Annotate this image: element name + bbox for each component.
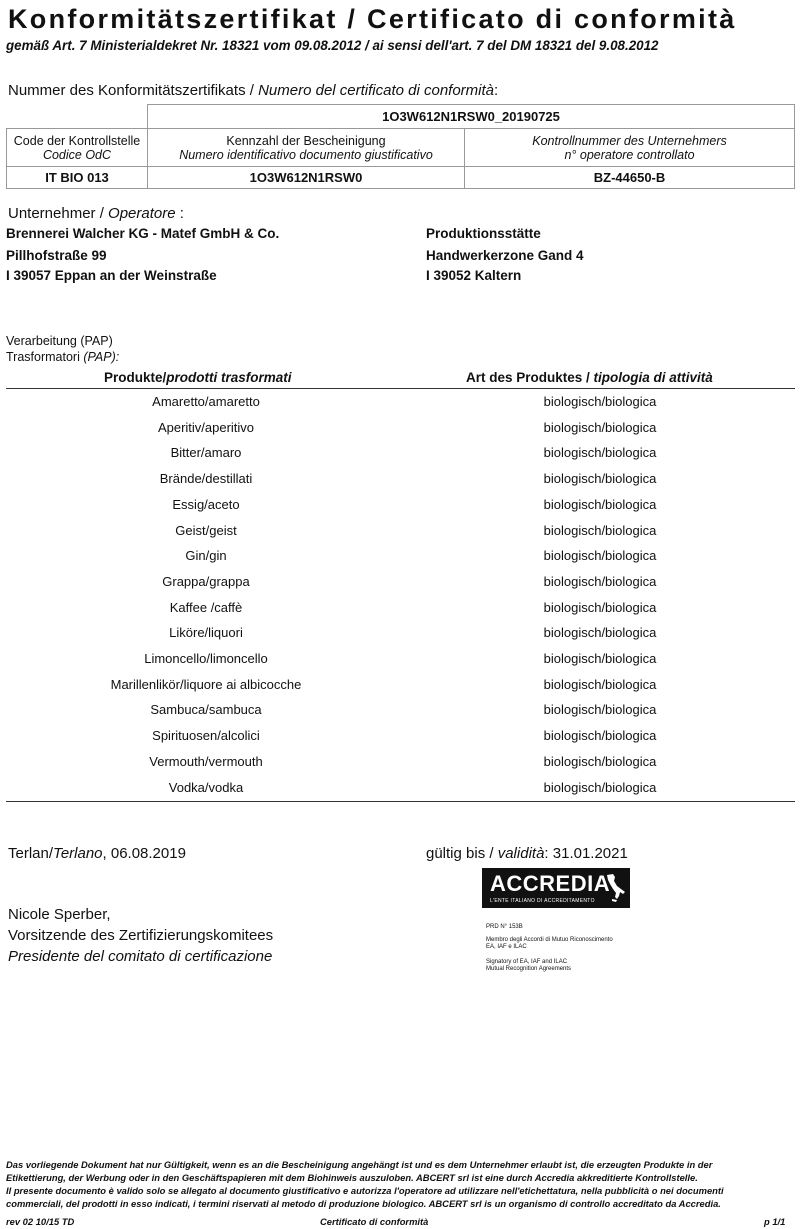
signer-role-de: Vorsitzende des Zertifizierungskomitees [8, 927, 274, 944]
product-name: Grappa/grappa [162, 573, 250, 589]
product-type: biologisch/biologica [543, 573, 657, 589]
product-name: Spirituosen/alcolici [152, 728, 260, 744]
products-header-rule [6, 388, 795, 389]
product-name: Limoncello/limoncello [144, 651, 268, 666]
place-date [8, 845, 186, 862]
accredia-mla-it-1: Membro degli Accordi di Mutuo Riconoscimento [486, 937, 613, 943]
product-type: biologisch/biologica [543, 753, 657, 769]
product-name: Marillenlikör/liquore ai albicocche [110, 676, 302, 692]
col1-label-de: Code der Kontrollstelle [13, 133, 141, 148]
footer-page: p 1/1 [764, 1216, 786, 1227]
product-type: biologisch/biologica [543, 676, 657, 692]
place-it: Terlano [53, 845, 103, 862]
footer-line-3: Il presente documento è valido solo se allegato al documento giustificativo e autorizza l'operatore ad utilizzare nell'etichettatura, nella pubblicità o nei documenti [6, 1185, 724, 1196]
product-type: biologisch/biologica [543, 522, 657, 538]
signer-role-it-text: Presidente del comitato di certificazione [8, 948, 273, 965]
product-name: Essig/aceto [172, 496, 240, 512]
product-name: Amaretto/amaretto [152, 394, 260, 409]
accredia-prd: PRD N° 153B [486, 924, 523, 930]
processing-label-it-pap: (PAP): [83, 350, 120, 364]
product-type: biologisch/biologica [543, 471, 657, 487]
footer-document-name: Certificato di conformità [320, 1216, 429, 1227]
certificate-number-label-colon: : [494, 82, 499, 99]
product-type: biologisch/biologica [543, 651, 657, 666]
signer-role-it [8, 948, 272, 965]
col3-label-it: n° operatore controllato [564, 147, 695, 162]
product-type: biologisch/biologica [543, 419, 657, 435]
certificate-number-label-it: Numero del certificato di conformità [258, 82, 495, 99]
header-cell-document-id [148, 129, 465, 167]
certificate-table [6, 104, 795, 189]
operator-number-value: BZ-44650-B [465, 167, 795, 189]
product-type: biologisch/biologica [543, 779, 657, 795]
col-type-header-de: Art des Produktes / [466, 370, 594, 385]
product-name: Bitter/amaro [170, 445, 242, 461]
product-type: biologisch/biologica [543, 394, 657, 409]
product-name: Gin/gin [185, 548, 227, 564]
product-name: Vermouth/vermouth [149, 753, 263, 769]
operator-label-de: Unternehmer / [8, 205, 109, 222]
col-products-header-it: prodotti trasformati [166, 370, 292, 385]
product-name: Liköre/liquori [169, 625, 243, 641]
italy-map-icon [604, 873, 626, 903]
operator-city: I 39057 Eppan an der Weinstraße [6, 268, 217, 283]
document-subtitle: gemäß Art. 7 Ministerialdekret Nr. 18321 vom 09.08.2012 / ai sensi dell'art. 7 del DM 18321 del 9.08.2012 [6, 38, 659, 53]
product-type: biologisch/biologica [543, 728, 657, 744]
validity-label-it: validità [497, 845, 545, 862]
operator-label-colon: : [175, 205, 184, 222]
product-type: biologisch/biologica [543, 445, 657, 461]
certificate-number-label [8, 82, 498, 99]
operator-label [8, 205, 184, 222]
product-type: biologisch/biologica [543, 548, 657, 564]
col-type-header [466, 370, 713, 385]
processing-label-it [6, 350, 119, 364]
col-products-header [104, 370, 292, 385]
col2-label-it: Numero identificativo documento giustificativo [179, 147, 433, 162]
processing-label-it-text: Trasformatori [6, 350, 84, 364]
product-name: Vodka/vodka [168, 779, 244, 795]
product-name: Sambuca/sambuca [150, 702, 262, 718]
validity [426, 845, 628, 862]
accredia-mla-en-1: Signatory of EA, IAF and ILAC [486, 959, 568, 965]
document-title: Konformitätszertifikat / Certificato di conformità [8, 4, 737, 34]
footer-line-1: Das vorliegende Dokument hat nur Gültigkeit, wenn es an die Bescheinigung angehängt ist und es dem Unternehmer erlaubt ist, die erzeugten Produkte in der [6, 1159, 713, 1170]
validity-label-de: gültig bis / [426, 845, 498, 862]
production-site-city: I 39052 Kaltern [426, 268, 522, 283]
issue-date: , 06.08.2019 [102, 845, 186, 862]
accredia-mla-en-2: Mutual Recognition Agreements [486, 966, 572, 972]
col-products-header-de: Produkte/ [104, 370, 167, 385]
operator-name: Brennerei Walcher KG - Matef GmbH & Co. [6, 226, 280, 241]
processing-label-de: Verarbeitung (PAP) [6, 334, 113, 348]
product-type: biologisch/biologica [543, 702, 657, 718]
header-cell-odc [7, 129, 148, 167]
production-site-street: Handwerkerzone Gand 4 [426, 248, 584, 263]
operator-label-it: Operatore [108, 205, 176, 222]
col3-label-de: Kontrollnummer des Unternehmers [532, 133, 727, 148]
col1-label-it: Codice OdC [42, 147, 112, 162]
validity-date: : 31.01.2021 [544, 845, 628, 862]
product-type: biologisch/biologica [543, 496, 657, 512]
product-name: Kaffee /caffè [169, 599, 243, 615]
production-site-label: Produktionsstätte [426, 226, 541, 241]
product-type: biologisch/biologica [543, 625, 657, 641]
accredia-tagline: L'ENTE ITALIANO DI ACCREDITAMENTO [490, 898, 595, 904]
operator-street: Pillhofstraße 99 [6, 248, 107, 263]
footer-line-4: commerciali, del prodotti in esso indicati, i termini riservati al metodo di produzione biologico. ABCERT srl is un organismo di controllo accreditato da Accredia. [6, 1198, 721, 1209]
accredia-mla-it-2: EA, IAF e ILAC [486, 944, 527, 950]
document-id-value: 1O3W612N1RSW0 [148, 167, 465, 189]
footer-line-2: Etikettierung, der Werbung oder in den Geschäftspapieren mit dem Biohinweis auszuloben. ABCERT srl ist eine durch Accredia akkreditierte Kontrollstelle. [6, 1172, 698, 1183]
header-cell-operator-number [465, 129, 795, 167]
place-de: Terlan/ [8, 845, 54, 862]
odc-code-value: IT BIO 013 [7, 167, 148, 189]
product-name: Brände/destillati [159, 471, 253, 487]
certificate-number-value: 1O3W612N1RSW0_20190725 [148, 105, 795, 129]
col-type-header-it: tipologia di attività [593, 370, 713, 385]
products-bottom-rule [6, 801, 795, 802]
product-type: biologisch/biologica [543, 599, 657, 615]
footer-revision: rev 02 10/15 TD [6, 1216, 75, 1227]
certificate-number-label-de: Nummer des Konformitätszertifikats / [8, 82, 259, 99]
accredia-logo [482, 868, 630, 908]
product-name: Geist/geist [175, 522, 237, 538]
signer-name: Nicole Sperber, [8, 906, 111, 923]
col2-label-de: Kennzahl der Bescheinigung [226, 133, 386, 148]
product-name: Aperitiv/aperitivo [157, 419, 255, 435]
accredia-name: ACCREDIA [490, 871, 611, 896]
